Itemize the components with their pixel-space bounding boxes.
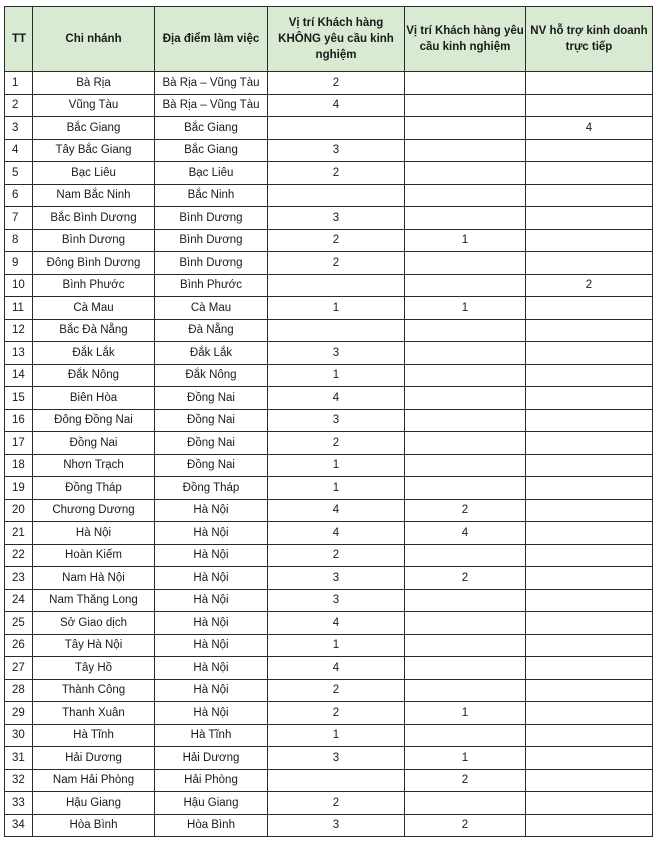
cell-branch: Đắk Nông — [33, 364, 155, 387]
cell-no-experience: 2 — [268, 72, 405, 95]
cell-no-experience: 1 — [268, 724, 405, 747]
cell-branch: Thành Công — [33, 679, 155, 702]
cell-branch: Bà Rịa — [33, 72, 155, 95]
cell-experience: 1 — [405, 747, 526, 770]
header-no-experience: Vị trí Khách hàng KHÔNG yêu cầu kinh nghiệm — [268, 7, 405, 72]
cell-location: Bà Rịa – Vũng Tàu — [155, 72, 268, 95]
cell-experience — [405, 477, 526, 500]
cell-location: Đồng Nai — [155, 409, 268, 432]
cell-no-experience: 2 — [268, 162, 405, 185]
cell-location: Cà Mau — [155, 297, 268, 320]
cell-tt: 20 — [5, 499, 33, 522]
cell-location: Bạc Liêu — [155, 162, 268, 185]
cell-tt: 10 — [5, 274, 33, 297]
table-row — [5, 454, 653, 477]
table-row — [5, 297, 653, 320]
cell-branch: Nam Hà Nội — [33, 567, 155, 590]
cell-direct-sales-support — [526, 702, 653, 725]
cell-branch: Đồng Nai — [33, 432, 155, 455]
cell-branch: Thanh Xuân — [33, 702, 155, 725]
cell-direct-sales-support — [526, 72, 653, 95]
cell-direct-sales-support — [526, 679, 653, 702]
cell-no-experience: 3 — [268, 747, 405, 770]
cell-tt: 12 — [5, 319, 33, 342]
table-row — [5, 432, 653, 455]
cell-branch: Vũng Tàu — [33, 94, 155, 117]
cell-direct-sales-support — [526, 747, 653, 770]
cell-location: Hà Nội — [155, 544, 268, 567]
table-row — [5, 612, 653, 635]
cell-location: Đồng Nai — [155, 387, 268, 410]
cell-location: Hải Phòng — [155, 769, 268, 792]
table-row — [5, 162, 653, 185]
table-row — [5, 207, 653, 230]
table-row — [5, 657, 653, 680]
cell-no-experience: 1 — [268, 454, 405, 477]
cell-branch: Tây Hà Nội — [33, 634, 155, 657]
cell-direct-sales-support — [526, 364, 653, 387]
cell-tt: 13 — [5, 342, 33, 365]
cell-location: Bắc Giang — [155, 117, 268, 140]
cell-direct-sales-support — [526, 657, 653, 680]
cell-no-experience: 2 — [268, 544, 405, 567]
cell-direct-sales-support — [526, 589, 653, 612]
cell-branch: Tây Hồ — [33, 657, 155, 680]
cell-tt: 11 — [5, 297, 33, 320]
cell-location: Hòa Bình — [155, 814, 268, 837]
table-row — [5, 184, 653, 207]
table-row — [5, 702, 653, 725]
table-row — [5, 589, 653, 612]
cell-experience — [405, 252, 526, 275]
cell-tt: 32 — [5, 769, 33, 792]
cell-location: Hà Nội — [155, 612, 268, 635]
cell-no-experience: 4 — [268, 94, 405, 117]
table-row — [5, 792, 653, 815]
cell-location: Bình Dương — [155, 229, 268, 252]
cell-branch: Hải Dương — [33, 747, 155, 770]
table-row — [5, 387, 653, 410]
cell-branch: Nam Thăng Long — [33, 589, 155, 612]
table-row — [5, 117, 653, 140]
cell-location: Bắc Ninh — [155, 184, 268, 207]
cell-tt: 14 — [5, 364, 33, 387]
cell-tt: 25 — [5, 612, 33, 635]
cell-direct-sales-support — [526, 792, 653, 815]
cell-experience — [405, 724, 526, 747]
cell-no-experience: 2 — [268, 229, 405, 252]
cell-direct-sales-support — [526, 432, 653, 455]
cell-direct-sales-support — [526, 612, 653, 635]
cell-location: Đắk Lắk — [155, 342, 268, 365]
cell-experience: 4 — [405, 522, 526, 545]
cell-no-experience: 3 — [268, 814, 405, 837]
cell-no-experience: 4 — [268, 387, 405, 410]
table-row — [5, 522, 653, 545]
cell-branch: Nam Hải Phòng — [33, 769, 155, 792]
cell-tt: 19 — [5, 477, 33, 500]
cell-direct-sales-support — [526, 724, 653, 747]
cell-experience — [405, 319, 526, 342]
cell-tt: 28 — [5, 679, 33, 702]
cell-no-experience: 4 — [268, 657, 405, 680]
cell-branch: Bình Dương — [33, 229, 155, 252]
cell-branch: Hậu Giang — [33, 792, 155, 815]
table-row — [5, 229, 653, 252]
cell-experience — [405, 454, 526, 477]
cell-tt: 18 — [5, 454, 33, 477]
cell-tt: 7 — [5, 207, 33, 230]
cell-branch: Bắc Đà Nẵng — [33, 319, 155, 342]
cell-experience — [405, 364, 526, 387]
cell-direct-sales-support — [526, 522, 653, 545]
cell-branch: Biên Hòa — [33, 387, 155, 410]
cell-tt: 17 — [5, 432, 33, 455]
cell-experience — [405, 139, 526, 162]
cell-direct-sales-support — [526, 567, 653, 590]
recruitment-table — [4, 6, 653, 837]
table-row — [5, 477, 653, 500]
cell-no-experience: 2 — [268, 679, 405, 702]
cell-location: Bà Rịa – Vũng Tàu — [155, 94, 268, 117]
cell-no-experience — [268, 117, 405, 140]
table-row — [5, 252, 653, 275]
cell-experience — [405, 162, 526, 185]
cell-direct-sales-support — [526, 342, 653, 365]
table-row — [5, 769, 653, 792]
cell-location: Bắc Giang — [155, 139, 268, 162]
cell-tt: 30 — [5, 724, 33, 747]
cell-tt: 27 — [5, 657, 33, 680]
cell-location: Bình Dương — [155, 207, 268, 230]
cell-location: Hậu Giang — [155, 792, 268, 815]
cell-direct-sales-support — [526, 477, 653, 500]
cell-no-experience: 3 — [268, 589, 405, 612]
cell-no-experience: 2 — [268, 792, 405, 815]
table-row — [5, 72, 653, 95]
cell-tt: 4 — [5, 139, 33, 162]
cell-branch: Nam Bắc Ninh — [33, 184, 155, 207]
cell-direct-sales-support — [526, 252, 653, 275]
cell-experience — [405, 117, 526, 140]
cell-location: Đồng Nai — [155, 432, 268, 455]
cell-experience — [405, 657, 526, 680]
cell-no-experience: 3 — [268, 409, 405, 432]
cell-no-experience — [268, 769, 405, 792]
cell-tt: 23 — [5, 567, 33, 590]
cell-experience: 1 — [405, 297, 526, 320]
cell-tt: 6 — [5, 184, 33, 207]
cell-experience: 1 — [405, 229, 526, 252]
header-row — [5, 7, 653, 72]
table-row — [5, 94, 653, 117]
cell-tt: 1 — [5, 72, 33, 95]
cell-no-experience: 2 — [268, 432, 405, 455]
cell-tt: 34 — [5, 814, 33, 837]
cell-branch: Bắc Giang — [33, 117, 155, 140]
cell-experience — [405, 342, 526, 365]
table-row — [5, 139, 653, 162]
cell-no-experience: 1 — [268, 364, 405, 387]
cell-location: Hà Nội — [155, 657, 268, 680]
cell-branch: Đông Đồng Nai — [33, 409, 155, 432]
cell-tt: 31 — [5, 747, 33, 770]
cell-experience — [405, 184, 526, 207]
table-row — [5, 567, 653, 590]
cell-experience — [405, 679, 526, 702]
cell-tt: 5 — [5, 162, 33, 185]
cell-experience — [405, 409, 526, 432]
cell-tt: 9 — [5, 252, 33, 275]
table-row — [5, 679, 653, 702]
table-row — [5, 724, 653, 747]
cell-experience — [405, 432, 526, 455]
cell-experience — [405, 387, 526, 410]
cell-no-experience: 3 — [268, 567, 405, 590]
cell-experience: 1 — [405, 702, 526, 725]
cell-no-experience: 2 — [268, 252, 405, 275]
cell-direct-sales-support — [526, 207, 653, 230]
cell-location: Hà Nội — [155, 634, 268, 657]
cell-tt: 33 — [5, 792, 33, 815]
table-row — [5, 634, 653, 657]
cell-direct-sales-support — [526, 814, 653, 837]
cell-no-experience: 3 — [268, 139, 405, 162]
cell-experience — [405, 634, 526, 657]
cell-location: Hà Nội — [155, 522, 268, 545]
cell-experience — [405, 612, 526, 635]
cell-no-experience: 2 — [268, 702, 405, 725]
cell-direct-sales-support — [526, 94, 653, 117]
cell-experience — [405, 274, 526, 297]
cell-branch: Bắc Bình Dương — [33, 207, 155, 230]
cell-location: Hà Nội — [155, 567, 268, 590]
cell-no-experience: 4 — [268, 612, 405, 635]
cell-experience — [405, 94, 526, 117]
cell-tt: 29 — [5, 702, 33, 725]
cell-direct-sales-support — [526, 454, 653, 477]
table-row — [5, 544, 653, 567]
cell-location: Hà Nội — [155, 499, 268, 522]
cell-location: Hà Tĩnh — [155, 724, 268, 747]
table-row — [5, 364, 653, 387]
cell-experience — [405, 207, 526, 230]
cell-experience — [405, 589, 526, 612]
cell-location: Hải Dương — [155, 747, 268, 770]
cell-no-experience — [268, 319, 405, 342]
cell-no-experience: 4 — [268, 499, 405, 522]
cell-direct-sales-support — [526, 499, 653, 522]
cell-branch: Tây Bắc Giang — [33, 139, 155, 162]
cell-direct-sales-support — [526, 297, 653, 320]
table-body — [5, 72, 653, 837]
cell-tt: 22 — [5, 544, 33, 567]
table-row — [5, 274, 653, 297]
table-row — [5, 499, 653, 522]
cell-tt: 21 — [5, 522, 33, 545]
table-row — [5, 814, 653, 837]
recruitment-table-sheet — [4, 6, 653, 837]
cell-location: Đà Nẵng — [155, 319, 268, 342]
cell-direct-sales-support — [526, 229, 653, 252]
cell-experience — [405, 792, 526, 815]
table-row — [5, 747, 653, 770]
cell-direct-sales-support — [526, 139, 653, 162]
cell-experience — [405, 72, 526, 95]
cell-branch: Hà Nội — [33, 522, 155, 545]
cell-direct-sales-support — [526, 319, 653, 342]
cell-experience: 2 — [405, 567, 526, 590]
cell-direct-sales-support — [526, 544, 653, 567]
cell-direct-sales-support: 4 — [526, 117, 653, 140]
cell-tt: 8 — [5, 229, 33, 252]
cell-direct-sales-support: 2 — [526, 274, 653, 297]
cell-location: Hà Nội — [155, 679, 268, 702]
cell-branch: Hoàn Kiếm — [33, 544, 155, 567]
cell-location: Hà Nội — [155, 702, 268, 725]
cell-branch: Cà Mau — [33, 297, 155, 320]
cell-no-experience: 4 — [268, 522, 405, 545]
cell-location: Bình Phước — [155, 274, 268, 297]
header-branch: Chi nhánh — [33, 7, 155, 72]
cell-direct-sales-support — [526, 634, 653, 657]
cell-branch: Bình Phước — [33, 274, 155, 297]
cell-branch: Hòa Bình — [33, 814, 155, 837]
cell-branch: Đông Bình Dương — [33, 252, 155, 275]
table-row — [5, 342, 653, 365]
cell-experience — [405, 544, 526, 567]
cell-branch: Sở Giao dịch — [33, 612, 155, 635]
cell-location: Bình Dương — [155, 252, 268, 275]
cell-experience: 2 — [405, 814, 526, 837]
cell-location: Hà Nội — [155, 589, 268, 612]
cell-experience: 2 — [405, 499, 526, 522]
cell-branch: Chương Dương — [33, 499, 155, 522]
cell-experience: 2 — [405, 769, 526, 792]
cell-no-experience — [268, 274, 405, 297]
cell-direct-sales-support — [526, 184, 653, 207]
cell-tt: 16 — [5, 409, 33, 432]
cell-direct-sales-support — [526, 387, 653, 410]
header-direct-sales-support: NV hỗ trợ kinh doanh trực tiếp — [526, 7, 653, 72]
cell-no-experience: 3 — [268, 207, 405, 230]
cell-branch: Đồng Tháp — [33, 477, 155, 500]
cell-location: Đồng Nai — [155, 454, 268, 477]
cell-branch: Bạc Liêu — [33, 162, 155, 185]
cell-tt: 15 — [5, 387, 33, 410]
cell-branch: Nhơn Trạch — [33, 454, 155, 477]
cell-no-experience: 1 — [268, 297, 405, 320]
table-row — [5, 319, 653, 342]
cell-no-experience: 1 — [268, 634, 405, 657]
cell-tt: 3 — [5, 117, 33, 140]
cell-direct-sales-support — [526, 409, 653, 432]
table-row — [5, 409, 653, 432]
header-tt: TT — [5, 7, 33, 72]
header-location: Địa điểm làm việc — [155, 7, 268, 72]
cell-tt: 2 — [5, 94, 33, 117]
cell-tt: 24 — [5, 589, 33, 612]
cell-direct-sales-support — [526, 769, 653, 792]
cell-branch: Đắk Lắk — [33, 342, 155, 365]
header-experience: Vị trí Khách hàng yêu cầu kinh nghiệm — [405, 7, 526, 72]
cell-no-experience: 1 — [268, 477, 405, 500]
cell-tt: 26 — [5, 634, 33, 657]
cell-no-experience: 3 — [268, 342, 405, 365]
cell-location: Đắk Nông — [155, 364, 268, 387]
cell-no-experience — [268, 184, 405, 207]
cell-branch: Hà Tĩnh — [33, 724, 155, 747]
cell-direct-sales-support — [526, 162, 653, 185]
cell-location: Đồng Tháp — [155, 477, 268, 500]
